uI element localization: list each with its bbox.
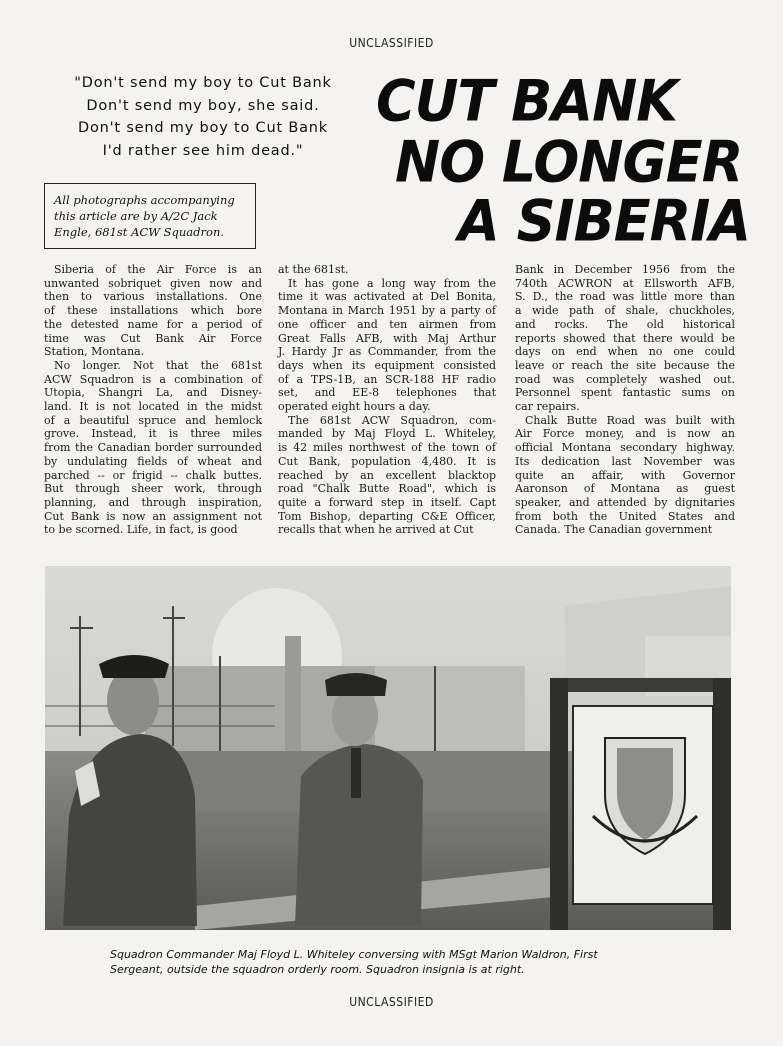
text-line: of these installations which bore <box>44 304 262 318</box>
text-line: by undulating fields of wheat and <box>44 454 262 468</box>
article-paragraph <box>278 263 496 277</box>
photo-caption <box>110 947 690 977</box>
text-line: parched -- or frigid -- chalk buttes. <box>44 468 262 482</box>
text-line: of a beautiful spruce and hemlock <box>44 413 262 427</box>
text-line: then to various installations. One <box>44 290 262 304</box>
text-line: time it was activated at Del Bonita, <box>278 290 496 304</box>
text-line: Tom Bishop, departing C&E Officer, <box>278 509 496 523</box>
opening-verse <box>38 72 368 162</box>
text-line: planning, and through inspiration, <box>44 495 262 509</box>
text-line: 740th ACWRON at Ellsworth AFB, <box>515 276 735 290</box>
text-line: road "Chalk Butte Road", which is <box>278 482 496 496</box>
classification-header: UNCLASSIFIED <box>349 36 434 50</box>
text-line: Montana in March 1951 by a party of <box>278 304 496 318</box>
text-line: leave or reach the site because the <box>515 358 735 372</box>
article-column-2 <box>278 263 496 537</box>
text-line: J. Hardy Jr as Commander, from the <box>278 345 496 359</box>
text-line: The 681st ACW Squadron, com- <box>288 413 496 427</box>
text-line: official Montana secondary highway. <box>515 441 735 455</box>
text-line: one officer and ten airmen from <box>278 317 496 331</box>
text-line: to be scorned. Life, in fact, is good <box>44 523 238 537</box>
photo-credit-box <box>44 183 256 249</box>
text-line: land. It is not located in the midst <box>44 400 262 414</box>
verse-line: Don't send my boy, she said. <box>86 97 320 114</box>
article-column-1 <box>44 263 262 537</box>
text-line: Chalk Butte Road was built with <box>525 413 735 427</box>
article-paragraph <box>278 414 496 537</box>
text-line: ACW Squadron is a combination of <box>44 372 262 386</box>
text-line: from both the United States and <box>515 509 735 523</box>
text-line: Air Force money, and is now an <box>515 427 735 441</box>
article-paragraph <box>515 263 735 414</box>
text-line: car repairs. <box>515 400 580 414</box>
text-line: It has gone a long way from the <box>288 276 496 290</box>
verse-line: "Don't send my boy to Cut Bank <box>74 75 332 91</box>
text-line: days when its equipment consisted <box>278 358 496 372</box>
text-line: at the 681st. <box>278 263 349 276</box>
credit-line: Engle, 681st ACW Squadron. <box>54 225 225 239</box>
text-line: reports showed that there would be <box>515 331 735 345</box>
text-line: from the Canadian border surrounded <box>44 441 262 455</box>
text-line: Its dedication last November was <box>515 454 735 468</box>
verse-line: I'd rather see him dead." <box>102 142 304 159</box>
caption-line: Squadron Commander Maj Floyd L. Whiteley conversing with MSgt Marion Waldron, First <box>110 948 598 961</box>
text-line: Cut Bank is now an assignment not <box>44 509 262 523</box>
caption-line: Sergeant, outside the squadron orderly room. Squadron insignia is at right. <box>110 963 525 976</box>
text-line: Great Falls AFB, with Maj Arthur <box>278 331 496 345</box>
text-line: road was completely washed out. <box>515 372 735 386</box>
text-line: the detested name for a period of <box>44 317 262 331</box>
text-line: a wide path of shale, chuckholes, <box>515 304 735 318</box>
article-paragraph <box>44 263 262 359</box>
headline-line-1: CUT BANK <box>376 68 678 135</box>
text-line: Station, Montana. <box>44 345 145 359</box>
text-line: Canada. The Canadian government <box>515 523 713 537</box>
text-line: Cut Bank, population 4,480. It is <box>278 454 496 468</box>
text-line: S. D., the road was little more than <box>515 290 735 304</box>
text-line: Personnel spent fantastic sums on <box>515 386 735 400</box>
text-line: days on end when no one could <box>515 345 735 359</box>
text-line: manded by Maj Floyd L. Whiteley, <box>278 427 496 441</box>
text-line: is 42 miles northwest of the town of <box>278 441 496 455</box>
text-line: Aaronson of Montana as guest <box>515 482 735 496</box>
article-column-3 <box>515 263 735 537</box>
text-line: of a TPS-1B, an SCR-188 HF radio <box>278 372 496 386</box>
text-line: time was Cut Bank Air Force <box>44 331 262 345</box>
credit-line: this article are by A/2C Jack <box>54 209 218 223</box>
text-line: Bank in December 1956 from the <box>515 263 735 276</box>
article-paragraph <box>278 277 496 414</box>
headline-line-2: NO LONGER <box>395 129 743 196</box>
text-line: operated eight hours a day. <box>278 400 431 414</box>
text-line: Siberia of the Air Force is an <box>54 263 262 276</box>
text-line: unwanted sobriquet given now and <box>44 276 262 290</box>
text-line: grove. Instead, it is three miles <box>44 427 262 441</box>
article-paragraph <box>44 359 262 537</box>
text-line: Utopia, Shangri La, and Disney- <box>44 386 262 400</box>
text-line: set, and EE-8 telephones that <box>278 386 496 400</box>
text-line: quite a forward step in itself. Capt <box>278 495 496 509</box>
credit-line: All photographs accompanying <box>54 193 235 207</box>
text-line: But through sheer work, through <box>44 482 262 496</box>
text-line: and rocks. The old historical <box>515 317 735 331</box>
text-line: quite an affair, with Governor <box>515 468 735 482</box>
classification-footer: UNCLASSIFIED <box>349 995 434 1009</box>
squadron-photo <box>45 566 731 930</box>
article-paragraph <box>515 414 735 537</box>
text-line: speaker, and attended by dignitaries <box>515 495 735 509</box>
text-line: reached by an excellent blacktop <box>278 468 496 482</box>
headline-line-3: A SIBERIA <box>458 188 751 255</box>
text-line: No longer. Not that the 681st <box>54 358 262 372</box>
verse-line: Don't send my boy to Cut Bank <box>78 120 328 136</box>
text-line: recalls that when he arrived at Cut <box>278 523 474 537</box>
